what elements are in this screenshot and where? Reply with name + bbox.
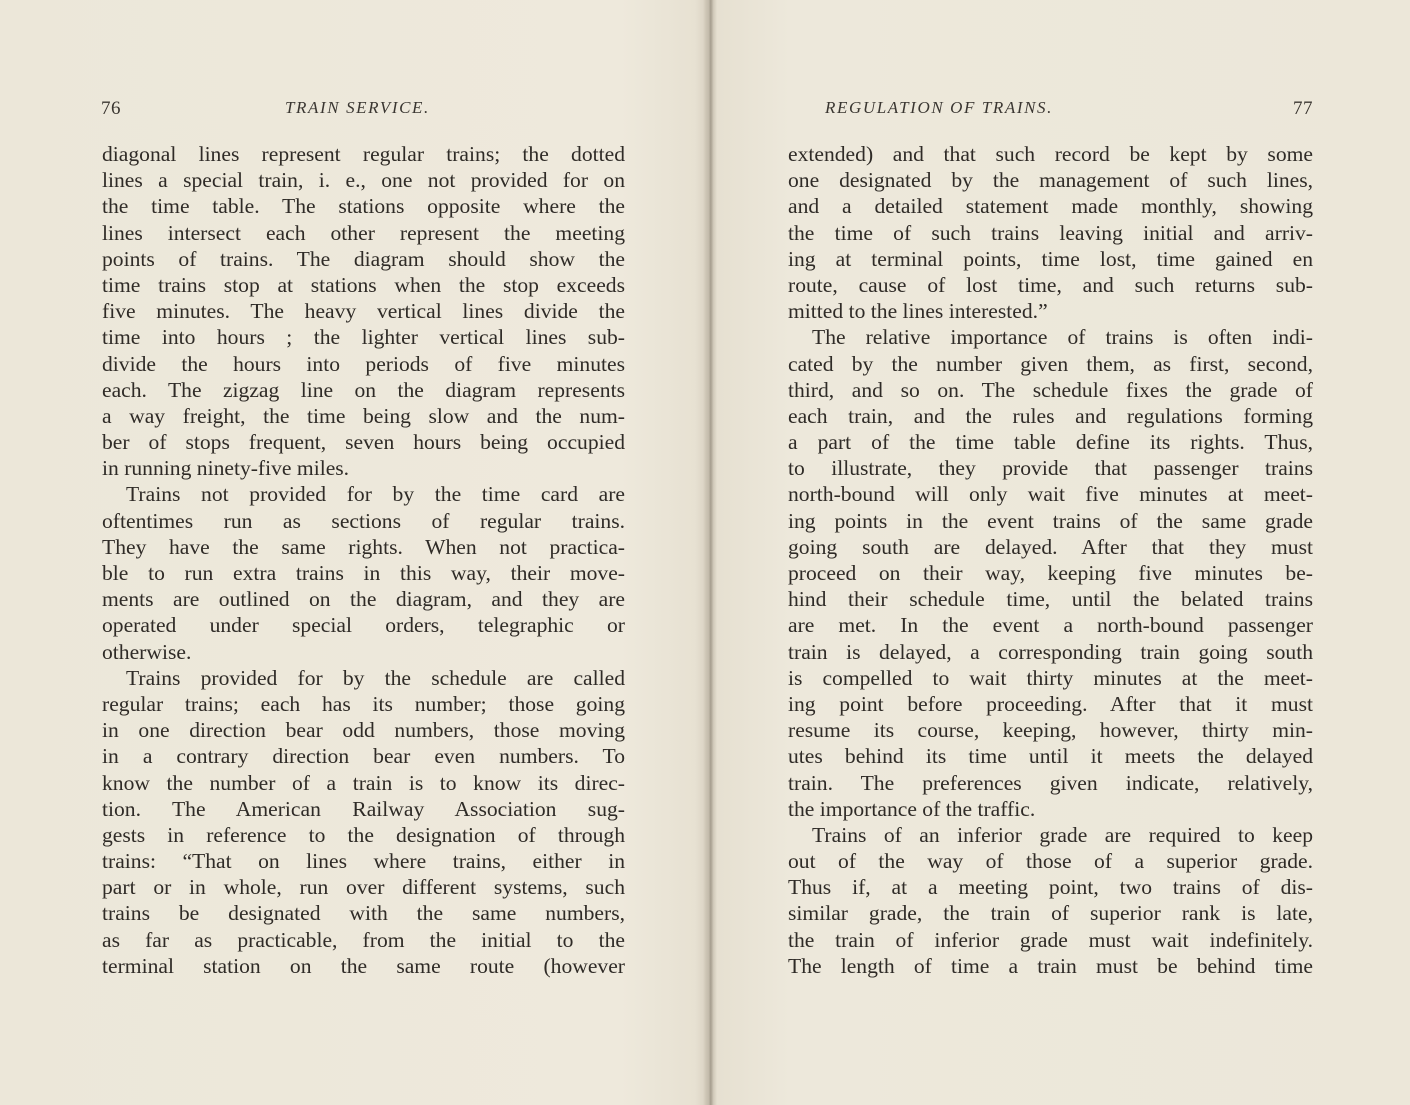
text-line: regular trains; each has its number; those going	[102, 691, 625, 716]
left-running-title: TRAIN SERVICE.	[285, 98, 430, 117]
text-line: in a contrary direction bear even numbers. To	[102, 744, 625, 769]
text-line: and a detailed statement made monthly, showing	[788, 194, 1313, 219]
text-line: a way freight, the time being slow and the num-	[102, 403, 625, 428]
text-line: ing at terminal points, time lost, time gained en	[788, 246, 1313, 271]
text-line: ber of stops frequent, seven hours being occupied	[102, 430, 625, 455]
text-line: ing point before proceeding. After that it must	[788, 691, 1313, 716]
text-line: as far as practicable, from the initial to the	[102, 927, 625, 952]
text-line: lines intersect each other represent the meeting	[102, 220, 625, 245]
text-line: similar grade, the train of superior rank is late,	[788, 901, 1313, 926]
left-body-text	[102, 141, 625, 979]
text-line: train is delayed, a corresponding train going south	[788, 639, 1313, 664]
text-line: lines a special train, i. e., one not provided for on	[102, 168, 625, 193]
text-line: resume its course, keeping, however, thirty min-	[788, 718, 1313, 743]
left-page-number: 76	[101, 98, 121, 119]
text-line: the importance of the traffic.	[788, 796, 1036, 821]
text-line: time into hours ; the lighter vertical lines sub-	[102, 325, 625, 350]
text-line: tion. The American Railway Association sug-	[102, 796, 625, 821]
text-line: operated under special orders, telegraphic or	[102, 613, 625, 638]
right-page	[705, 0, 1410, 1105]
text-line: cated by the number given them, as first, second,	[788, 351, 1313, 376]
text-line: is compelled to wait thirty minutes at the meet-	[788, 665, 1313, 690]
text-line: They have the same rights. When not practica-	[102, 534, 625, 559]
text-line: out of the way of those of a superior grade.	[788, 849, 1313, 874]
right-running-head	[787, 98, 1313, 126]
text-line: hind their schedule time, until the belated trains	[788, 587, 1313, 612]
text-line: time trains stop at stations when the stop exceeds	[102, 272, 625, 297]
text-line: Trains of an inferior grade are required to keep	[812, 822, 1313, 847]
text-line: divide the hours into periods of five minutes	[102, 351, 625, 376]
text-line: the time table. The stations opposite where the	[102, 194, 625, 219]
right-body-text	[788, 141, 1313, 979]
text-line: The length of time a train must be behind time	[788, 953, 1313, 978]
text-line: The relative importance of trains is often indi-	[812, 325, 1313, 350]
text-line: Thus if, at a meeting point, two trains of dis-	[788, 875, 1313, 900]
text-line: utes behind its time until it meets the delayed	[788, 744, 1313, 769]
text-line: gests in reference to the designation of through	[102, 822, 625, 847]
text-line: five minutes. The heavy vertical lines divide the	[102, 299, 625, 324]
text-line: ments are outlined on the diagram, and they are	[102, 587, 625, 612]
text-line: trains be designated with the same numbers,	[102, 901, 625, 926]
text-line: terminal station on the same route (however	[102, 953, 625, 978]
right-running-title: REGULATION OF TRAINS.	[825, 98, 1053, 117]
text-line: the train of inferior grade must wait indefinitely.	[788, 927, 1313, 952]
text-line: ing points in the event trains of the same grade	[788, 508, 1313, 533]
text-line: ble to run extra trains in this way, their move-	[102, 561, 625, 585]
text-line: third, and so on. The schedule fixes the grade of	[788, 377, 1313, 402]
text-line: a part of the time table define its rights. Thus,	[788, 430, 1313, 455]
text-line: each. The zigzag line on the diagram represents	[102, 377, 625, 402]
text-line: one designated by the management of such lines,	[788, 168, 1313, 193]
text-line: otherwise.	[102, 639, 192, 664]
text-line: going south are delayed. After that they must	[788, 534, 1313, 559]
text-line: are met. In the event a north-bound passenger	[788, 613, 1313, 638]
text-line: part or in whole, run over different systems, such	[102, 875, 625, 900]
text-line: to illustrate, they provide that passenger trains	[788, 456, 1313, 481]
left-running-head	[101, 98, 625, 126]
text-line: trains: “That on lines where trains, either in	[102, 849, 625, 874]
text-line: in one direction bear odd numbers, those moving	[102, 718, 625, 743]
text-line: in running ninety-five miles.	[102, 456, 350, 481]
text-line: diagonal lines represent regular trains; the dotted	[102, 142, 625, 166]
text-line: mitted to the lines interested.”	[788, 299, 1048, 324]
text-line: oftentimes run as sections of regular trains.	[102, 508, 625, 533]
text-line: know the number of a train is to know its direc-	[102, 770, 625, 795]
text-line: train. The preferences given indicate, relatively,	[788, 770, 1313, 795]
text-line: proceed on their way, keeping five minutes be-	[788, 561, 1313, 585]
text-line: each train, and the rules and regulations forming	[788, 403, 1313, 428]
text-line: points of trains. The diagram should show the	[102, 246, 625, 271]
text-line: Trains provided for by the schedule are called	[126, 665, 625, 690]
text-line: the time of such trains leaving initial and arriv-	[788, 220, 1313, 245]
text-line: extended) and that such record be kept by some	[788, 142, 1313, 166]
text-line: Trains not provided for by the time card are	[126, 482, 625, 507]
text-line: north-bound will only wait five minutes at meet-	[788, 482, 1313, 507]
right-page-number: 77	[1293, 98, 1313, 119]
text-line: route, cause of lost time, and such returns sub-	[788, 272, 1313, 297]
